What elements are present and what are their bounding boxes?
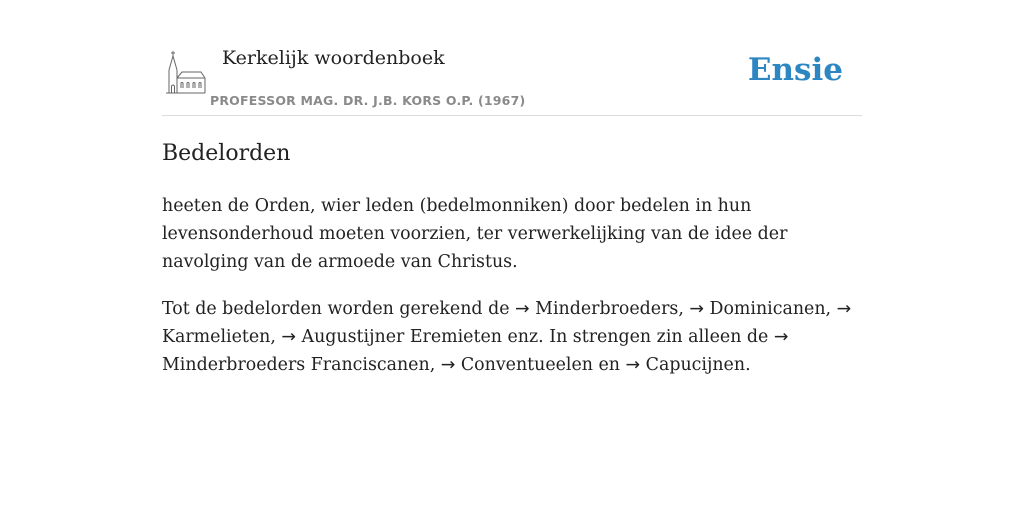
paragraph-prefix: Tot de bedelorden worden gerekend de [162, 299, 510, 319]
link-dominicanen[interactable]: → Dominicanen [689, 299, 826, 319]
arrow-right-icon: → [625, 355, 641, 375]
link-minderbroeders-franciscanen[interactable]: → Minderbroeders Franciscanen [162, 327, 789, 375]
paragraph-mid-text: enz. In strengen zin alleen de [507, 327, 769, 347]
arrow-right-icon: → [515, 299, 530, 319]
book-header [162, 0, 862, 116]
arrow-right-icon: → [281, 327, 296, 347]
page [162, 0, 862, 375]
link-capucijnen[interactable]: → Capucijnen [625, 355, 746, 375]
link-minderbroeders[interactable]: → Minderbroeders [515, 299, 679, 319]
arrow-right-icon: → [689, 299, 704, 319]
arrow-right-icon: → [836, 299, 852, 319]
arrow-right-icon: → [773, 327, 789, 347]
entry-title: Bedelorden [162, 141, 291, 166]
book-author: PROFESSOR MAG. DR. J.B. KORS O.P. (1967) [210, 93, 526, 108]
book-title[interactable]: Kerkelijk woordenboek [222, 47, 445, 69]
ensie-logo-link[interactable]: Ensie [747, 52, 843, 88]
link-augustijner-eremieten[interactable]: → Augustijner Eremieten [281, 327, 502, 347]
link-karmelieten[interactable]: → Karmelieten [162, 299, 852, 347]
arrow-right-icon: → [440, 355, 456, 375]
link-conventueelen[interactable]: → Conventueelen [440, 355, 593, 375]
entry-paragraph-1: heeten de Orden, wier leden (bedelmonniken) door bedelen in hun levensonderhoud moeten voorzien, ter verwerkelijking van de idee der navolging van de armoede van Christus. [162, 196, 788, 272]
entry-paragraph-2: Tot de bedelorden worden gerekend de → Minderbroeders, → Dominicanen, → Karmelieten, → Augustijner Eremieten enz. In strengen zin alleen de → Minderbroeders Franciscanen, → Conventueelen en → Capucijnen. [162, 299, 852, 375]
church-icon [164, 48, 206, 96]
